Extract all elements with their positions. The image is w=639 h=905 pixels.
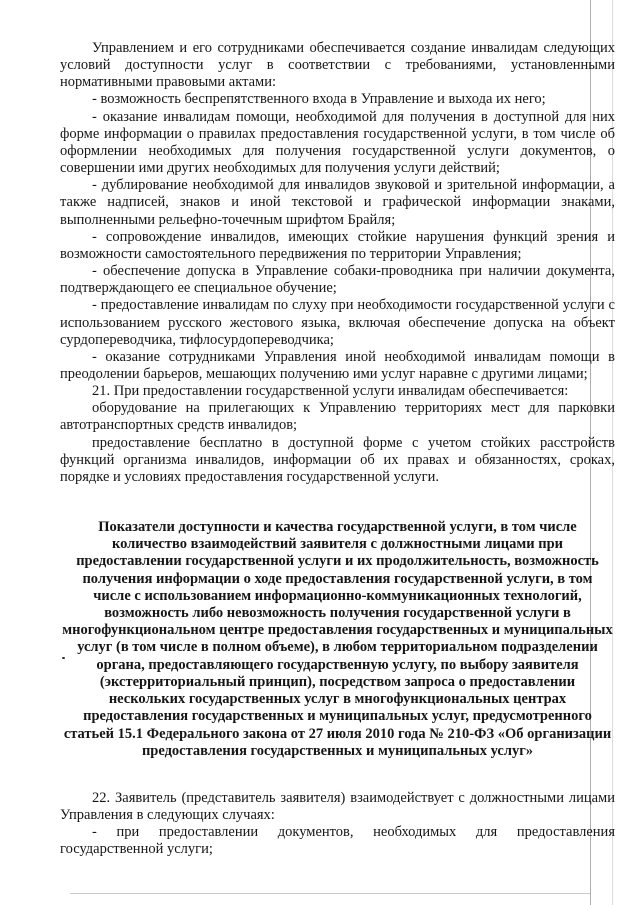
document-page [60, 40, 615, 859]
paragraph: Управлением и его сотрудниками обеспечивается создание инвалидам следующих условий доступности услуг в соответствии с требованиями, установленными нормативными правовыми актами: [60, 40, 615, 91]
paragraph: предоставление бесплатно в доступной форме с учетом стойких расстройств функций организма инвалидов, информации об их правах и обязанностях, сроках, порядке и условиях предоставления государственной услуги. [60, 434, 615, 485]
paragraph: оборудование на прилегающих к Управлению территориях мест для парковки автотранспортных средств инвалидов; [60, 400, 615, 434]
list-item: - оказание сотрудниками Управления иной необходимой инвалидам помощи в преодолении барьеров, мешающих получению ими услуг наравне с другими лицами; [60, 348, 615, 382]
list-item: - при предоставлении документов, необходимых для предоставления государственной услуги; [60, 824, 615, 858]
list-item: - обеспечение допуска в Управление собаки-проводника при наличии документа, подтверждающего ее специальное обучение; [60, 263, 615, 297]
list-item: - предоставление инвалидам по слуху при необходимости государственной услуги с использованием русского жестового языка, включая обеспечение допуска на объект сурдопереводчика, тифлосурдопереводчика; [60, 297, 615, 348]
list-item: - возможность беспрепятственного входа в Управление и выхода их него; [92, 91, 546, 108]
body-text-top [60, 40, 615, 486]
paragraph: 22. Заявитель (представитель заявителя) взаимодействует с должностными лицами Управления в следующих случаях: [60, 789, 615, 824]
body-text-bottom [60, 790, 615, 859]
scan-artifact-horizontal-line [70, 893, 590, 894]
list-item: - сопровождение инвалидов, имеющих стойкие нарушения функций зрения и возможности самостоятельного передвижения по территории Управления; [60, 228, 615, 262]
section-heading: Показатели доступности и качества государственной услуги, в том числе количество взаимодействий заявителя с должностными лицами при предоставлении государственной услуги и их продолжительность, возможность получения информации о ходе предоставления государственной услуги, в том числе с использованием информационно-коммуникационных технологий, возможность либо невозможность получения государственной услуги в многофункциональном центре предоставления государственных и муниципальных услуг (в том числе в полном объеме), в любом территориальном подразделении органа, предоставляющего государственную услугу, по выбору заявителя (экстерриториальный принцип), посредством запроса о предоставлении нескольких государственных услуг в многофункциональных центрах предоставления государственных и муниципальных услуг, предусмотренного статьей 15.1 Федерального закона от 27 июля 2010 года № 210-ФЗ «Об организации предоставления государственных и муниципальных услуг» [62, 519, 613, 759]
paragraph: 21. При предоставлении государственной услуги инвалидам обеспечивается: [92, 383, 569, 400]
list-item: - дублирование необходимой для инвалидов звуковой и зрительной информации, а также надписей, знаков и иной текстовой и графической информации знаками, выполненными рельефно-точечным шрифтом Брайля; [60, 177, 615, 228]
list-item: - оказание инвалидам помощи, необходимой для получения в доступной для них форме информации о правилах предоставления государственной услуги, в том числе об оформлении необходимых для получения государственной услуги документов, о совершении ими других необходимых для получения услуги действий; [60, 108, 615, 177]
